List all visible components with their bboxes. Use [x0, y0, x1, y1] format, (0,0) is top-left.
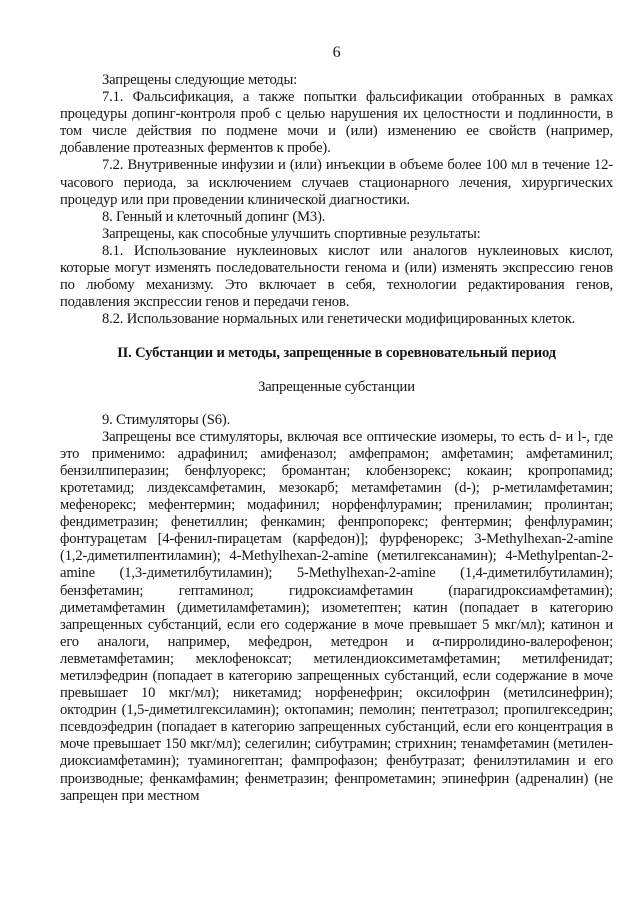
document-page	[60, 0, 613, 905]
paragraph-stimulants-list: Запрещены все стимуляторы, включая все оптические изомеры, то есть d- и l-, где это применимо: адрафинил; амифеназол; амфепрамон; амфетамин; амфетаминил; бензилпиперазин; бенфлуорекс; бромантан; клобензорекс; кокаин; кропропамид; кротетамид; лиздексамфетамин, мезокарб; метамфетамин (d-); р-метиламфетамин; мефенорекс; мефентермин; модафинил; норфенфлурамин; прениламин; пролинтан; фендиметразин; фенетиллин; фенкамин; фенпропорекс; фентермин; фенфлурамин; фонтурацетам [4-фенил-пирацетам (карфедон)]; фурфенорекс; 3-Methylhexan-2-amine (1,2-диметилпентиламин); 4-Methylhexan-2-amine (метилгексанамин); 4-Methylpentan-2-amine (1,3-диметилбутиламин); 5-Methylhexan-2-amine (1,4-диметилбутиламин); бензфетамин; гептаминол; гидроксиамфетамин (парагидроксиамфетамин); диметамфетамин (диметиламфетамин); изометептен; катин (попадает в категорию запрещенных субстанций, если его содержание в моче превышает 5 мкг/мл); катинон и его аналоги, например, мефедрон, метедрон и α-пирролидино-валерофенон; левметамфетамин; меклофеноксат; метилендиоксиметамфетамин; метилфенидат; метилэфедрин (попадает в категорию запрещенных субстанций, если содержание в моче превышает 10 мкг/мл); никетамид; норфенефрин; оксилофрин (метилсинефрин); октодрин (1,5-диметилгексиламин); октопамин; пемолин; пентетразол; пропилгекседрин; псевдоэфедрин (попадает в категорию запрещенных субстанций, если его концентрация в моче превышает 150 мкг/мл); селегилин; сибутрамин; стрихнин; тенамфетамин (метилен-диоксиамфетамин); туаминогептан; фампрофазон; фенбутразат; фенилэтиламин и его производные; фенкамфамин; фенметразин; фенпрометамин; эпинефрин (адреналин) (не запрещен при местном	[60, 428, 613, 804]
paragraph-8-2-cells: 8.2. Использование нормальных или генетически модифицированных клеток.	[102, 311, 576, 328]
paragraph-7-2-infusions: 7.2. Внутривенные инфузии и (или) инъекции в объеме более 100 мл в течение 12-часового периода, за исключением случаев стационарного лечения, хирургических процедур или при проведении клинической диагностики.	[60, 157, 613, 208]
paragraph-8-1-nucleic-acids: 8.1. Использование нуклеиновых кислот или аналогов нуклеиновых кислот, которые могут изменять последовательности генома и (или) изменять экспрессию генов по любому механизму. Это включает в себя, технологии редактирования генов, подавления экспрессии генов и передачи генов.	[60, 242, 613, 311]
document-body	[60, 72, 613, 805]
paragraph-8-gene-doping: 8. Генный и клеточный допинг (М3).	[102, 208, 326, 225]
paragraph-7-1-falsification: 7.1. Фальсификация, а также попытки фальсификации отобранных в рамках процедуры допинг-контроля проб с целью нарушения их целостности и подлинности, в том числе действия по подмене мочи и (или) изменению ее свойств (например, добавление протеазных ферментов к пробе).	[60, 89, 613, 157]
section-heading: II. Субстанции и методы, запрещенные в соревновательный период	[117, 345, 556, 362]
page-number: 6	[332, 44, 341, 61]
paragraph-methods-intro: Запрещены следующие методы:	[102, 72, 298, 88]
section-subheading: Запрещенные субстанции	[258, 378, 415, 395]
paragraph-9-stimulants: 9. Стимуляторы (S6).	[102, 411, 231, 428]
paragraph-prohibited-as-enhancing: Запрещены, как способные улучшить спортивные результаты:	[102, 225, 481, 242]
